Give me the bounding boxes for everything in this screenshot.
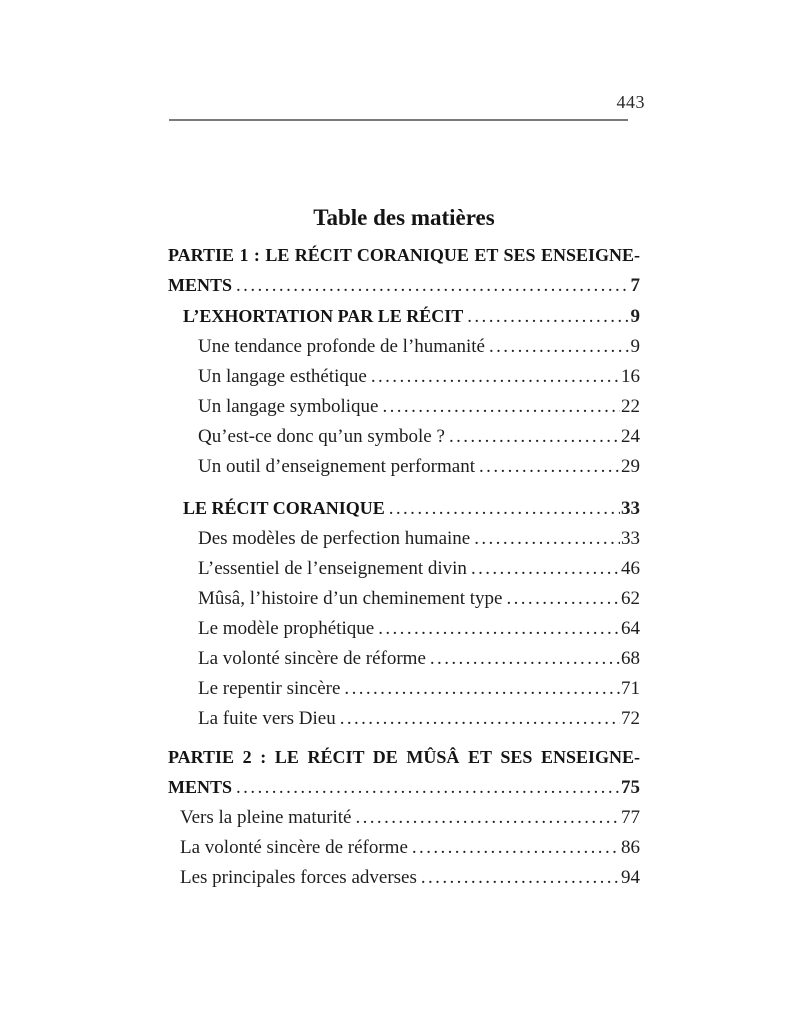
toc-entry-page: 9 bbox=[630, 336, 640, 357]
toc-entry-label: Mûsâ, l’histoire d’un cheminement type bbox=[198, 588, 503, 609]
toc-entry-page: 75 bbox=[621, 777, 640, 798]
toc-entry bbox=[180, 803, 640, 833]
dot-leader bbox=[471, 554, 620, 584]
toc-entry bbox=[198, 332, 640, 362]
toc-entry-label: MENTS bbox=[168, 275, 233, 295]
toc-entry-page: 72 bbox=[621, 708, 640, 729]
toc-part-1 bbox=[168, 241, 640, 301]
toc-part-1-line2 bbox=[168, 270, 640, 301]
toc-entry bbox=[180, 863, 640, 893]
dot-leader bbox=[467, 302, 629, 332]
header-rule bbox=[169, 119, 628, 121]
toc-entry bbox=[198, 674, 640, 704]
toc-part-1-line1: PARTIE 1 : LE RÉCIT CORANIQUE ET SES ENSEIGNE- bbox=[168, 245, 640, 265]
toc-entry-label: Qu’est-ce donc qu’un symbole ? bbox=[198, 426, 445, 447]
toc-entry bbox=[198, 614, 640, 644]
toc-entry-page: 46 bbox=[621, 558, 640, 579]
page-title: Table des matières bbox=[313, 205, 495, 231]
dot-leader bbox=[340, 704, 620, 734]
dot-leader bbox=[489, 332, 630, 362]
dot-leader bbox=[389, 494, 620, 524]
toc-part-2-line1: PARTIE 2 : LE RÉCIT DE MÛSÂ ET SES ENSEIGNE- bbox=[168, 747, 640, 767]
dot-leader bbox=[421, 863, 620, 893]
dot-leader bbox=[344, 674, 620, 704]
toc-entry-label: Les principales forces adverses bbox=[180, 867, 417, 888]
dot-leader bbox=[236, 271, 629, 301]
dot-leader bbox=[371, 362, 620, 392]
table-of-contents bbox=[168, 241, 640, 893]
page-number: 443 bbox=[616, 92, 645, 112]
toc-entry-page: 29 bbox=[621, 456, 640, 477]
toc-entry-label: Un outil d’enseignement performant bbox=[198, 456, 476, 477]
toc-entry-page: 9 bbox=[630, 306, 640, 327]
toc-entry-label: L’essentiel de l’enseignement divin bbox=[198, 558, 467, 579]
toc-entry-label: Le repentir sincère bbox=[198, 678, 341, 699]
toc-entry-page: 7 bbox=[630, 275, 640, 296]
dot-leader bbox=[236, 773, 620, 803]
toc-entry bbox=[198, 452, 640, 482]
toc-entry bbox=[198, 362, 640, 392]
toc-part-2-line2 bbox=[168, 772, 640, 803]
dot-leader bbox=[474, 524, 620, 554]
toc-entry-page: 68 bbox=[621, 648, 640, 669]
toc-entry bbox=[198, 584, 640, 614]
dot-leader bbox=[355, 803, 620, 833]
toc-entry-label: La volonté sincère de réforme bbox=[180, 837, 408, 858]
toc-entry-page: 64 bbox=[621, 618, 640, 639]
toc-entry-page: 22 bbox=[621, 396, 640, 417]
dot-leader bbox=[430, 644, 620, 674]
toc-entry-page: 33 bbox=[621, 498, 640, 519]
toc-part-2 bbox=[168, 743, 640, 803]
toc-entry-label: La fuite vers Dieu bbox=[198, 708, 336, 729]
toc-entry-page: 86 bbox=[621, 837, 640, 858]
toc-entry-label: Une tendance profonde de l’humanité bbox=[198, 336, 485, 357]
toc-entry-label: Vers la pleine maturité bbox=[180, 807, 352, 828]
toc-entry-page: 16 bbox=[621, 366, 640, 387]
dot-leader bbox=[378, 614, 620, 644]
toc-entry bbox=[198, 422, 640, 452]
toc-entry-page: 94 bbox=[621, 867, 640, 888]
toc-section-exhortation bbox=[183, 301, 640, 332]
toc-entry-page: 62 bbox=[621, 588, 640, 609]
dot-leader bbox=[449, 422, 620, 452]
toc-section-recit-coranique bbox=[183, 493, 640, 524]
toc-entry bbox=[198, 392, 640, 422]
toc-entry-page: 71 bbox=[621, 678, 640, 699]
toc-entry bbox=[180, 833, 640, 863]
toc-entry-label: Des modèles de perfection humaine bbox=[198, 528, 471, 549]
dot-leader bbox=[479, 452, 620, 482]
toc-entry bbox=[198, 644, 640, 674]
toc-entry bbox=[198, 554, 640, 584]
toc-entry-label: Un langage symbolique bbox=[198, 396, 379, 417]
toc-entry-label: L’EXHORTATION PAR LE RÉCIT bbox=[183, 306, 464, 326]
toc-entry bbox=[198, 524, 640, 554]
toc-entry bbox=[198, 704, 640, 734]
toc-entry-page: 77 bbox=[621, 807, 640, 828]
toc-entry-label: LE RÉCIT CORANIQUE bbox=[183, 498, 385, 518]
dot-leader bbox=[412, 833, 620, 863]
toc-entry-label: La volonté sincère de réforme bbox=[198, 648, 426, 669]
toc-entry-label: Un langage esthétique bbox=[198, 366, 367, 387]
toc-entry-label: Le modèle prophétique bbox=[198, 618, 375, 639]
toc-entry-label: MENTS bbox=[168, 777, 233, 797]
dot-leader bbox=[382, 392, 620, 422]
dot-leader bbox=[506, 584, 620, 614]
toc-entry-page: 33 bbox=[621, 528, 640, 549]
toc-entry-page: 24 bbox=[621, 426, 640, 447]
